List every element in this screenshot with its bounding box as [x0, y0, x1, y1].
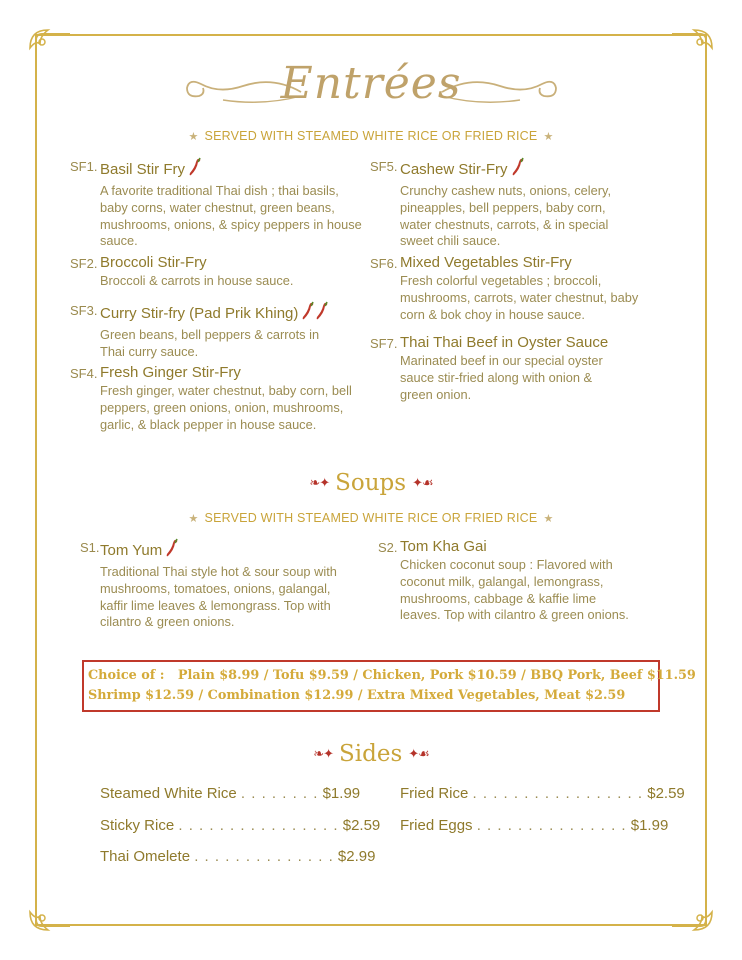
side-name: Fried Eggs — [400, 817, 473, 834]
price-line-1: Choice of : Plain $8.99 / Tofu $9.59 / Chicken, Pork $10.59 / BBQ Pork, Beef $11.59 — [88, 668, 696, 683]
item-name: Cashew Stir-Fry — [400, 161, 508, 178]
star-icon: ★ — [543, 131, 554, 143]
sides-title: Sides — [339, 741, 403, 767]
side-item — [400, 785, 685, 802]
ornament-icon: ✦☙ — [408, 747, 429, 762]
item-description: Fresh colorful vegetables ; broccoli, mushrooms, carrots, water chestnut, baby corn & bok choy in house sauce. — [400, 273, 639, 322]
item-code: SF4. — [70, 366, 98, 381]
side-dots: . . . . . . . . . . . . . . — [194, 848, 334, 865]
soups-title: Soups — [335, 470, 407, 496]
item-name: Fresh Ginger Stir-Fry — [100, 364, 241, 381]
chili-pepper-icon — [511, 157, 525, 182]
item-name: Tom Yum — [100, 542, 163, 559]
side-price: $2.59 — [647, 785, 685, 802]
item-description: Broccoli & carrots in house sauce. — [100, 273, 294, 288]
side-dots: . . . . . . . . . . . . . . . — [476, 817, 627, 834]
side-item — [100, 848, 375, 865]
side-price: $1.99 — [322, 785, 361, 802]
side-item — [100, 785, 360, 802]
side-dots: . . . . . . . . . . . . . . . . — [178, 817, 339, 834]
ornament-icon: ❧✦ — [309, 476, 330, 491]
item-description: Traditional Thai style hot & sour soup with mushrooms, tomatoes, onions, galangal, kaffir lime leaves & lemongrass. Top with cilantro & green onions. — [100, 564, 337, 630]
side-dots: . . . . . . . . — [240, 785, 319, 802]
side-item — [100, 817, 380, 834]
item-code: S1. — [80, 540, 100, 555]
ornament-icon: ❧✦ — [313, 747, 333, 762]
star-icon: ★ — [188, 131, 199, 143]
side-dots: . . . . . . . . . . . . . . . . . — [472, 785, 644, 802]
item-name: Curry Stir-fry (Pad Prik Khing) — [100, 305, 299, 322]
item-description: Marinated beef in our special oyster sauce stir-fried along with onion & green onion. — [400, 353, 603, 402]
entrees-title: Entrées — [280, 58, 462, 109]
price-line-2: Shrimp $12.59 / Combination $12.99 / Extra Mixed Vegetables, Meat $2.59 — [88, 688, 626, 703]
star-icon: ★ — [543, 513, 554, 525]
ornament-icon: ✦☙ — [412, 476, 433, 491]
item-name-line — [100, 538, 340, 563]
item-code: SF7. — [370, 336, 398, 351]
served-note-text: SERVED WITH STEAMED WHITE RICE OR FRIED RICE — [204, 511, 538, 525]
chili-pepper-icon — [315, 301, 329, 326]
item-code: SF6. — [370, 256, 398, 271]
side-name: Steamed White Rice — [100, 785, 237, 802]
item-name: Broccoli Stir-Fry — [100, 254, 207, 271]
star-icon: ★ — [188, 513, 199, 525]
item-name: Thai Thai Beef in Oyster Sauce — [400, 334, 609, 351]
side-name: Sticky Rice — [100, 817, 175, 834]
side-name: Fried Rice — [400, 785, 469, 802]
price-choice-box — [82, 660, 696, 712]
item-name-line — [100, 301, 370, 326]
item-description: Chicken coconut soup : Flavored with coconut milk, galangal, lemongrass, mushrooms, cabbage & kaffie lime leaves. Top with cilantro & green onions. — [400, 557, 629, 623]
entrees-served-note — [0, 129, 742, 143]
chili-pepper-icon — [301, 301, 315, 326]
chili-pepper-icon — [188, 157, 202, 182]
item-code: SF5. — [370, 159, 398, 174]
item-name-line — [400, 157, 635, 182]
item-name: Mixed Vegetables Stir-Fry — [400, 254, 572, 271]
item-code: SF2. — [70, 256, 98, 271]
item-code: SF1. — [70, 159, 98, 174]
item-code: SF3. — [70, 303, 98, 318]
chili-pepper-icon — [165, 538, 179, 563]
item-description: Green beans, bell peppers & carrots in Thai curry sauce. — [100, 327, 320, 359]
item-name-line — [100, 157, 365, 182]
item-description: Crunchy cashew nuts, onions, celery, pineapples, bell peppers, baby corn, water chestnuts, carrots, & in special sweet chili sauce. — [400, 183, 612, 249]
side-name: Thai Omelete — [100, 848, 191, 865]
item-name: Basil Stir Fry — [100, 161, 186, 178]
side-item — [400, 817, 668, 834]
item-description: Fresh ginger, water chestnut, baby corn, bell peppers, green onions, onion, mushrooms, garlic, & black pepper in house sauce. — [100, 383, 352, 432]
side-price: $2.59 — [342, 817, 381, 834]
corner-flourish-icon — [670, 888, 716, 934]
corner-flourish-icon — [26, 888, 72, 934]
sides-header — [0, 741, 742, 767]
side-price: $1.99 — [630, 817, 669, 834]
served-note-text: SERVED WITH STEAMED WHITE RICE OR FRIED RICE — [204, 129, 538, 143]
soups-header — [0, 470, 742, 496]
item-name: Tom Kha Gai — [400, 538, 487, 555]
item-description: A favorite traditional Thai dish ; thai basils, baby corns, water chestnut, green beans, mushrooms, onions, & spicy peppers in house sauce. — [100, 183, 362, 249]
item-code: S2. — [378, 540, 398, 555]
soups-served-note — [0, 511, 742, 525]
side-price: $2.99 — [337, 848, 376, 865]
